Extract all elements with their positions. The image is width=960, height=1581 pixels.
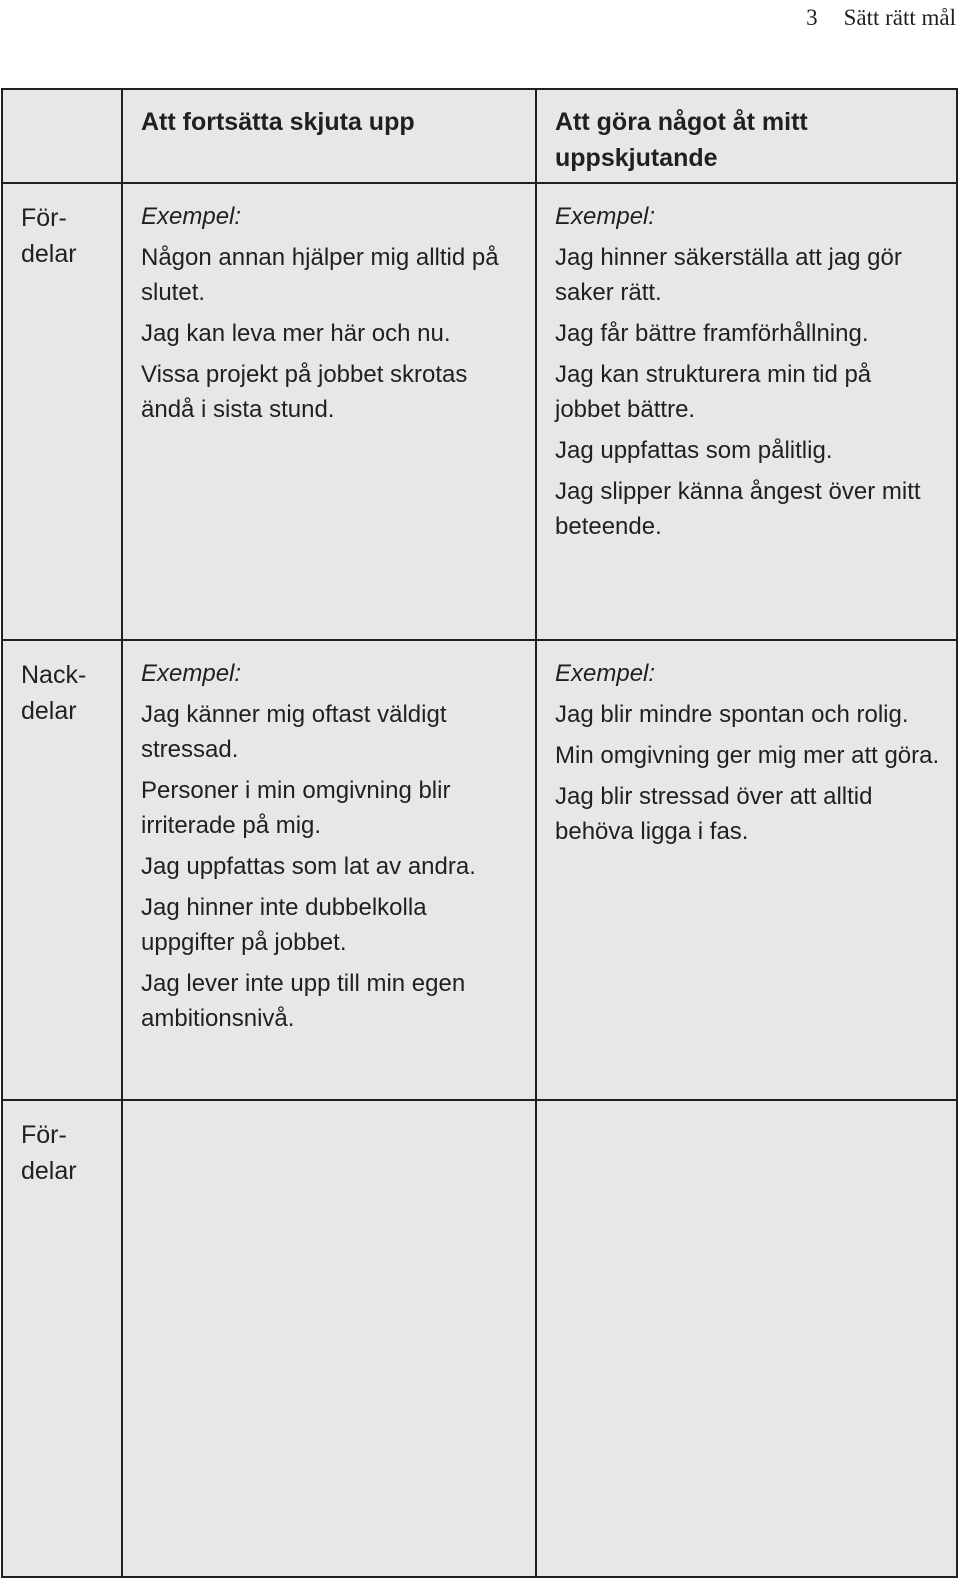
example-label: Exempel:	[141, 660, 242, 687]
row-label-pros: För- delar	[3, 184, 123, 641]
column-header-change: Att göra något åt mitt uppskjutande	[537, 90, 956, 184]
row-label-pros-blank: För- delar	[3, 1101, 123, 1576]
cell-pros-change	[537, 184, 956, 641]
cell-cons-continue	[123, 641, 537, 1101]
example-label: Exempel:	[555, 660, 656, 687]
list-item: Jag får bättre framförhållning.	[555, 320, 869, 347]
chapter-number: 3	[806, 5, 818, 30]
chapter-title: Sätt rätt mål	[843, 5, 956, 30]
list-item: Min omgivning ger mig mer att göra.	[555, 742, 940, 769]
list-item: Jag uppfattas som pålitlig.	[555, 437, 833, 464]
list-item: Jag slipper känna ångest över mitt beteende.	[555, 478, 921, 540]
running-header	[806, 2, 956, 34]
pros-cons-table	[1, 88, 958, 1578]
cell-cons-change	[537, 641, 956, 1101]
list-item: Någon annan hjälper mig alltid på slutet.	[141, 244, 499, 306]
list-item: Jag hinner säkerställa att jag gör saker rätt.	[555, 244, 902, 306]
list-item: Jag kan leva mer här och nu.	[141, 320, 451, 347]
list-item: Jag känner mig oftast väldigt stressad.	[141, 701, 447, 763]
list-item: Jag uppfattas som lat av andra.	[141, 853, 476, 880]
list-item: Jag lever inte upp till min egen ambitionsnivå.	[141, 970, 466, 1032]
blank-cell-continue	[123, 1101, 537, 1576]
corner-cell	[3, 90, 123, 184]
list-item: Jag blir stressad över att alltid behöva ligga i fas.	[555, 783, 873, 845]
column-header-continue: Att fortsätta skjuta upp	[123, 90, 537, 184]
blank-cell-change	[537, 1101, 956, 1576]
list-item: Personer i min omgivning blir irriterade på mig.	[141, 777, 451, 839]
row-label-cons: Nack- delar	[3, 641, 123, 1101]
example-label: Exempel:	[141, 203, 242, 230]
list-item: Jag kan strukturera min tid på jobbet bättre.	[555, 361, 872, 423]
list-item: Jag hinner inte dubbelkolla uppgifter på jobbet.	[141, 894, 427, 956]
cell-pros-continue	[123, 184, 537, 641]
example-label: Exempel:	[555, 203, 656, 230]
list-item: Vissa projekt på jobbet skrotas ändå i sista stund.	[141, 361, 468, 423]
list-item: Jag blir mindre spontan och rolig.	[555, 701, 909, 728]
